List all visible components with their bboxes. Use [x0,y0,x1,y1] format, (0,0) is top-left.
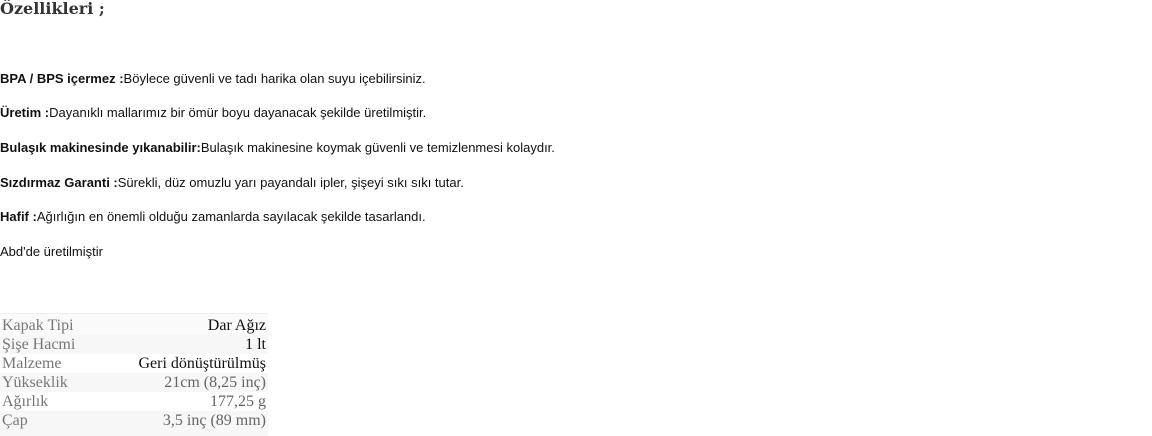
table-row [0,354,268,373]
table-row [0,335,268,354]
feature-leakproof [0,175,464,191]
spec-value: Dar Ağız [94,314,268,336]
spec-label: Kapak Tipi [0,314,94,336]
spec-value: 3,5 inç (89 mm) [94,411,268,436]
table-row [0,373,268,392]
table-row [0,314,268,336]
spec-value: 1 lt [94,335,268,354]
feature-production [0,105,426,121]
section-heading: Özellikleri ; [0,0,105,18]
spec-label: Malzeme [0,354,94,373]
spec-value: Geri dönüştürülmüş [94,354,268,373]
table-row [0,411,268,436]
feature-label: Üretim : [0,105,50,120]
feature-label: Hafif : [0,209,37,224]
feature-label: Bulaşık makinesinde yıkanabilir: [0,140,201,155]
spec-value: 177,25 g [94,392,268,411]
feature-text: Dayanıklı mallarımız bir ömür boyu dayanacak şekilde üretilmiştir. [49,105,427,120]
feature-text: Sürekli, düz omuzlu yarı payandalı ipler, şişeyi sıkı sıkı tutar. [117,175,464,190]
feature-label: Sızdırmaz Garanti : [0,175,118,190]
spec-label: Çap [0,411,94,436]
table-row [0,392,268,411]
spec-label: Şişe Hacmi [0,335,94,354]
spec-label: Yükseklik [0,373,94,392]
feature-text: Böylece güvenli ve tadı harika olan suyu içebilirsiniz. [123,71,426,86]
spec-value: 21cm (8,25 inç) [94,373,268,392]
feature-light [0,209,426,225]
feature-text: Ağırlığın en önemli olduğu zamanlarda sayılacak şekilde tasarlandı. [36,209,426,224]
spec-label: Ağırlık [0,392,94,411]
feature-label: BPA / BPS içermez : [0,71,124,86]
origin-text: Abd'de üretilmiştir [0,244,103,259]
feature-bpa [0,71,426,87]
feature-dishwasher [0,140,555,156]
feature-text: Bulaşık makinesine koymak güvenli ve temizlenmesi kolaydır. [200,140,555,155]
spec-table [0,313,268,436]
